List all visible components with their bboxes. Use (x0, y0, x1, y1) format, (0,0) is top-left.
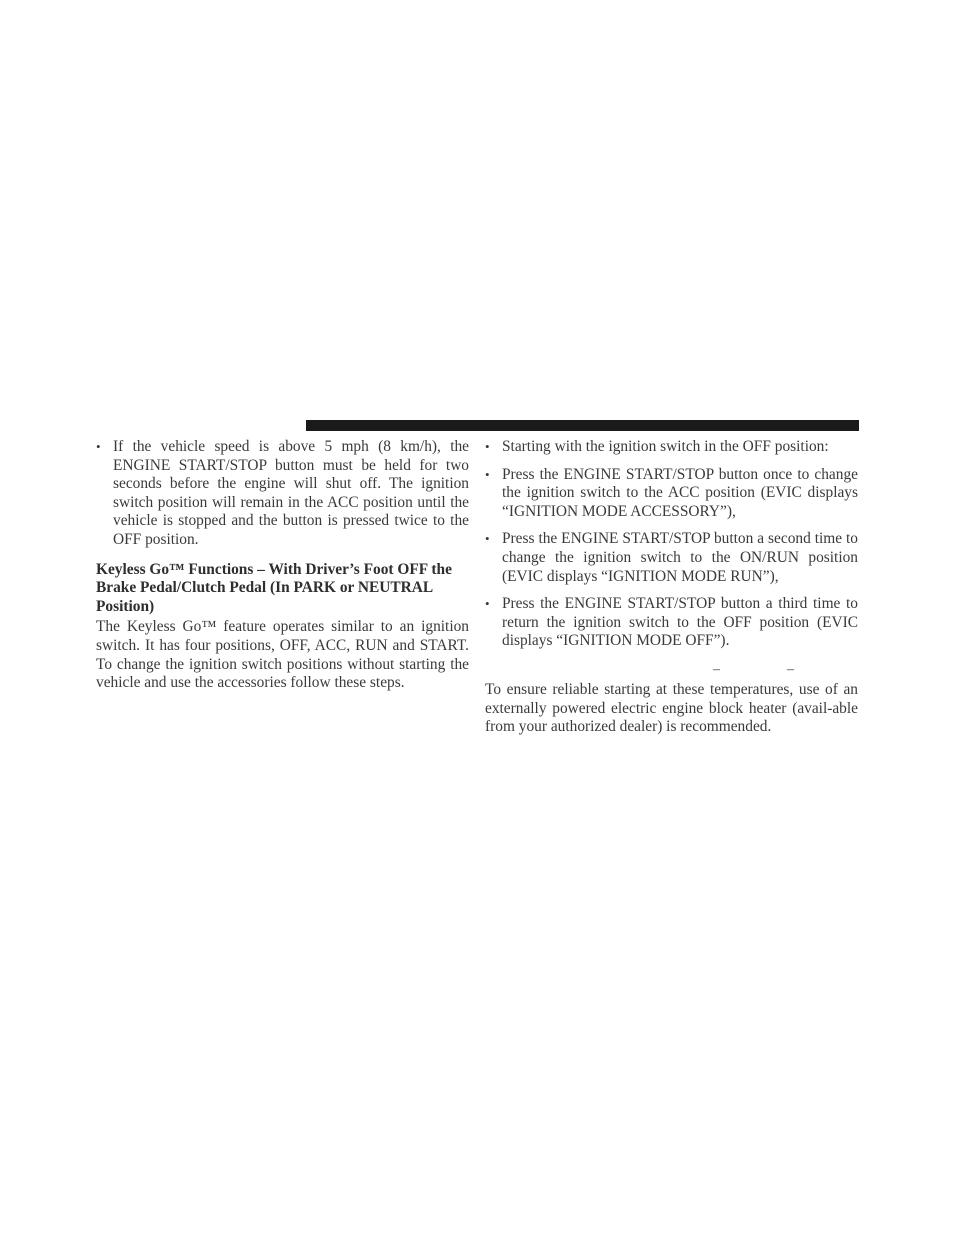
list-item (485, 438, 858, 457)
bullet-icon: • (485, 531, 490, 547)
body-paragraph: To ensure reliable starting at these temperatures, use of an externally powered electric engine block heater (avail-able from your authorized dealer) is recommended. (485, 680, 858, 736)
header-rule (306, 420, 859, 431)
list-item-text: Starting with the ignition switch in the OFF position: (502, 438, 829, 455)
list-item-text: If the vehicle speed is above 5 mph (8 km/h), the ENGINE START/STOP button must be held for two seconds before the engine will shut off. The ignition switch position will remain in the ACC position until the vehicle is stopped and the button is pressed twice to the OFF position. (113, 438, 469, 548)
section-heading: Keyless Go™ Functions – With Driver’s Foot OFF the Brake Pedal/Clutch Pedal (In PARK or NEUTRAL Position) (96, 560, 452, 615)
list-item (485, 530, 858, 586)
bullet-icon: • (485, 466, 490, 482)
right-column (485, 438, 858, 737)
list-item-text: Press the ENGINE START/STOP button once to change the ignition switch to the ACC position (EVIC displays “IGNITION MODE ACCESSORY”), (502, 465, 858, 520)
dash-mark: – (713, 661, 720, 677)
left-column (96, 438, 469, 693)
list-item (485, 466, 858, 522)
bullet-icon: • (485, 596, 490, 612)
list-item (96, 438, 469, 550)
body-paragraph: The Keyless Go™ feature operates similar to an ignition switch. It has four positions, OFF, ACC, RUN and START. To change the ignition switch positions without starting the vehicle and use the accessories follow these steps. (96, 618, 469, 692)
dash-mark: – (787, 661, 794, 677)
dash-marks (485, 661, 858, 679)
list-item-text: Press the ENGINE START/STOP button a third time to return the ignition switch to the OFF position (EVIC displays “IGNITION MODE OFF”). (502, 595, 858, 650)
bullet-icon: • (485, 439, 490, 454)
bullet-icon: • (96, 439, 101, 454)
list-item (485, 595, 858, 651)
list-item-text: Press the ENGINE START/STOP button a second time to change the ignition switch to the ON/RUN position (EVIC displays “IGNITION MODE RUN”), (502, 530, 858, 585)
